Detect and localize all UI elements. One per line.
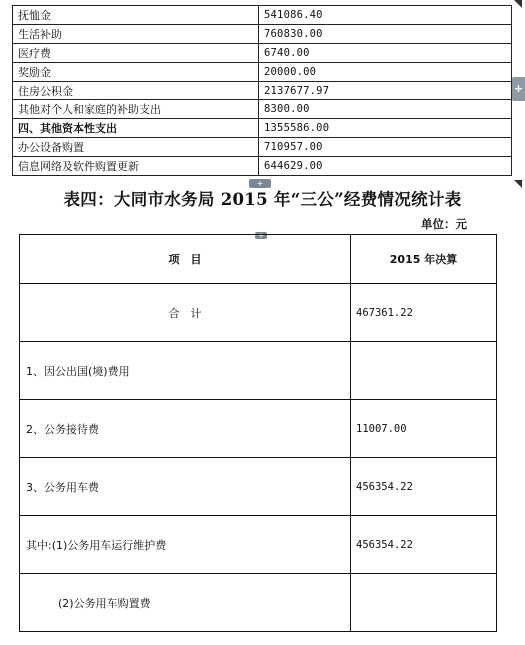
row-value: 8300.00: [259, 100, 512, 119]
row-label: 奖励金: [13, 62, 259, 81]
row-label: 1、因公出国(境)费用: [20, 342, 351, 400]
row-value: 11007.00: [351, 400, 497, 458]
page-title: 表四：大同市水务局 2015 年“三公”经费情况统计表: [63, 190, 462, 209]
table-row: [13, 24, 512, 43]
table-row: [20, 400, 497, 458]
row-label: 办公设备购置: [13, 138, 259, 157]
expense-table: [12, 5, 512, 176]
row-label: 其中:(1)公务用车运行维护费: [20, 516, 351, 574]
table-row: [13, 81, 512, 100]
header-value: 2015 年决算: [351, 235, 497, 284]
table-row: [20, 574, 497, 632]
header-item: 项 目: [20, 235, 351, 284]
row-value: [351, 342, 497, 400]
table-row: [20, 342, 497, 400]
table-row: [13, 119, 512, 138]
row-label: 合 计: [20, 284, 351, 342]
table-row: [13, 100, 512, 119]
table-row: [20, 284, 497, 342]
table-move-handle-icon[interactable]: +: [255, 232, 267, 239]
table-row: [13, 157, 512, 176]
row-value: 467361.22: [351, 284, 497, 342]
row-value: 456354.22: [351, 458, 497, 516]
row-value: 20000.00: [259, 62, 512, 81]
row-label: (2)公务用车购置费: [20, 574, 351, 632]
row-value: 1355586.00: [259, 119, 512, 138]
row-value: 541086.40: [259, 6, 512, 25]
row-value: 456354.22: [351, 516, 497, 574]
row-value: 644629.00: [259, 157, 512, 176]
row-value: [351, 574, 497, 632]
row-label: 四、其他资本性支出: [13, 119, 259, 138]
row-label: 其他对个人和家庭的补助支出: [13, 100, 259, 119]
table-header-row: [20, 235, 497, 284]
table-corner-marker: [514, 0, 522, 8]
row-value: 710957.00: [259, 138, 512, 157]
row-label: 信息网络及软件购置更新: [13, 157, 259, 176]
row-value: 760830.00: [259, 24, 512, 43]
row-value: 2137677.97: [259, 81, 512, 100]
table-row: [20, 458, 497, 516]
add-column-icon[interactable]: +: [512, 77, 525, 101]
table-row: [13, 62, 512, 81]
table-row: [20, 516, 497, 574]
table-row: [13, 6, 512, 25]
add-row-icon[interactable]: +: [249, 179, 271, 188]
unit-label: 单位：元: [421, 217, 467, 231]
row-label: 3、公务用车费: [20, 458, 351, 516]
three-public-expenses-table: [19, 234, 497, 632]
row-label: 抚恤金: [13, 6, 259, 25]
row-label: 生活补助: [13, 24, 259, 43]
row-label: 2、公务接待费: [20, 400, 351, 458]
table-row: [13, 138, 512, 157]
table-row: [13, 43, 512, 62]
row-value: 6740.00: [259, 43, 512, 62]
row-label: 住房公积金: [13, 81, 259, 100]
row-label: 医疗费: [13, 43, 259, 62]
